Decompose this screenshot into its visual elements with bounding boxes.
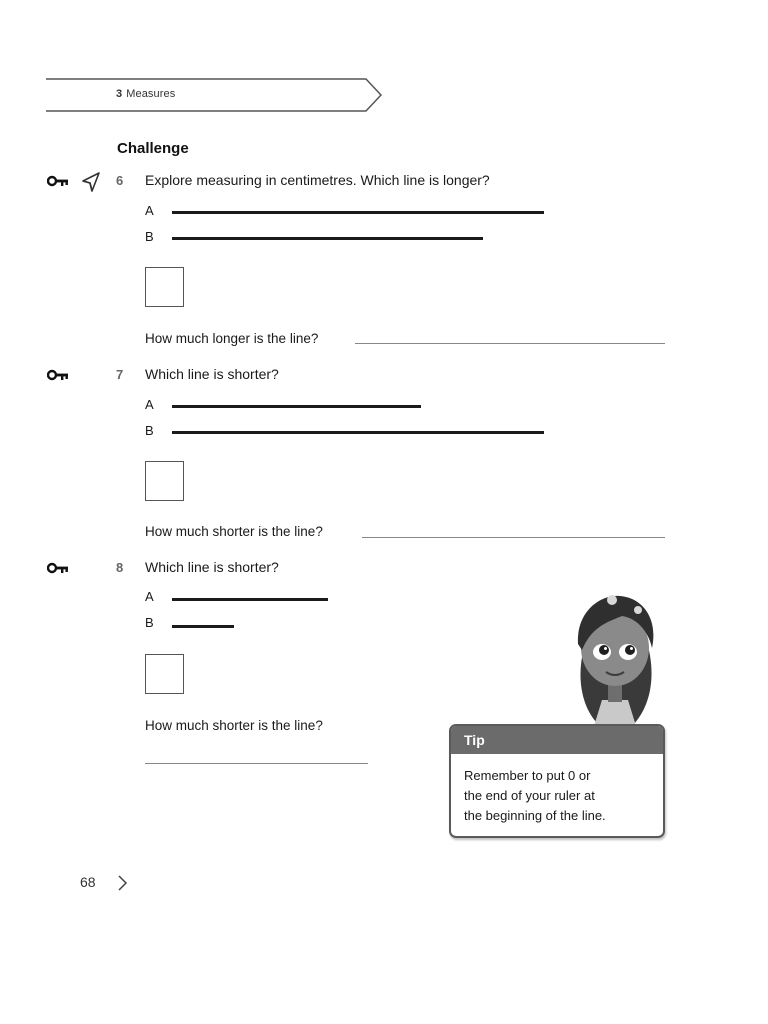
question-number: 8: [116, 560, 124, 575]
tip-line: the end of your ruler at: [464, 788, 595, 803]
compass-icon: [79, 171, 101, 193]
question-6-row: [0, 171, 768, 193]
key-icon: [47, 562, 69, 574]
line-label-a: A: [145, 397, 154, 412]
page-number: 68: [80, 874, 96, 890]
measure-line-a: [172, 405, 421, 408]
answer-box[interactable]: [145, 654, 184, 694]
measure-line-a: [172, 598, 328, 601]
question-number: 6: [116, 173, 124, 188]
question-number: 7: [116, 367, 124, 382]
key-icon: [47, 175, 69, 187]
line-label-a: A: [145, 589, 154, 604]
follow-up-question: How much longer is the line?: [145, 331, 319, 346]
tip-title: Tip: [451, 726, 663, 754]
chapter-label: [116, 88, 175, 100]
follow-up-question: How much shorter is the line?: [145, 718, 323, 733]
chapter-number: 3: [116, 88, 123, 100]
section-title: Challenge: [117, 140, 189, 157]
line-label-b: B: [145, 229, 154, 244]
chapter-banner: [46, 76, 384, 114]
line-label-b: B: [145, 423, 154, 438]
key-icon: [47, 369, 69, 381]
question-text: Which line is shorter?: [145, 366, 279, 382]
question-text: Explore measuring in centimetres. Which line is longer?: [145, 172, 490, 188]
measure-line-b: [172, 431, 544, 434]
question-text: Which line is shorter?: [145, 559, 279, 575]
tip-line: the beginning of the line.: [464, 808, 606, 823]
measure-line-a: [172, 211, 544, 214]
girl-illustration: [562, 588, 668, 726]
tip-line: Remember to put 0 or: [464, 768, 591, 783]
follow-up-question: How much shorter is the line?: [145, 524, 323, 539]
answer-write-line[interactable]: [362, 537, 665, 538]
line-label-a: A: [145, 203, 154, 218]
answer-write-line[interactable]: [355, 343, 665, 344]
answer-box[interactable]: [145, 267, 184, 307]
measure-line-b: [172, 625, 234, 628]
chevron-right-icon: [116, 874, 128, 892]
tip-text: [451, 754, 663, 826]
chapter-title: Measures: [126, 88, 176, 100]
question-8-row: [0, 558, 768, 580]
measure-line-b: [172, 237, 483, 240]
tip-card: [449, 724, 665, 838]
answer-write-line[interactable]: [145, 763, 368, 764]
banner-arrow-shape: [46, 76, 384, 114]
question-7-row: [0, 365, 768, 387]
answer-box[interactable]: [145, 461, 184, 501]
line-label-b: B: [145, 615, 154, 630]
